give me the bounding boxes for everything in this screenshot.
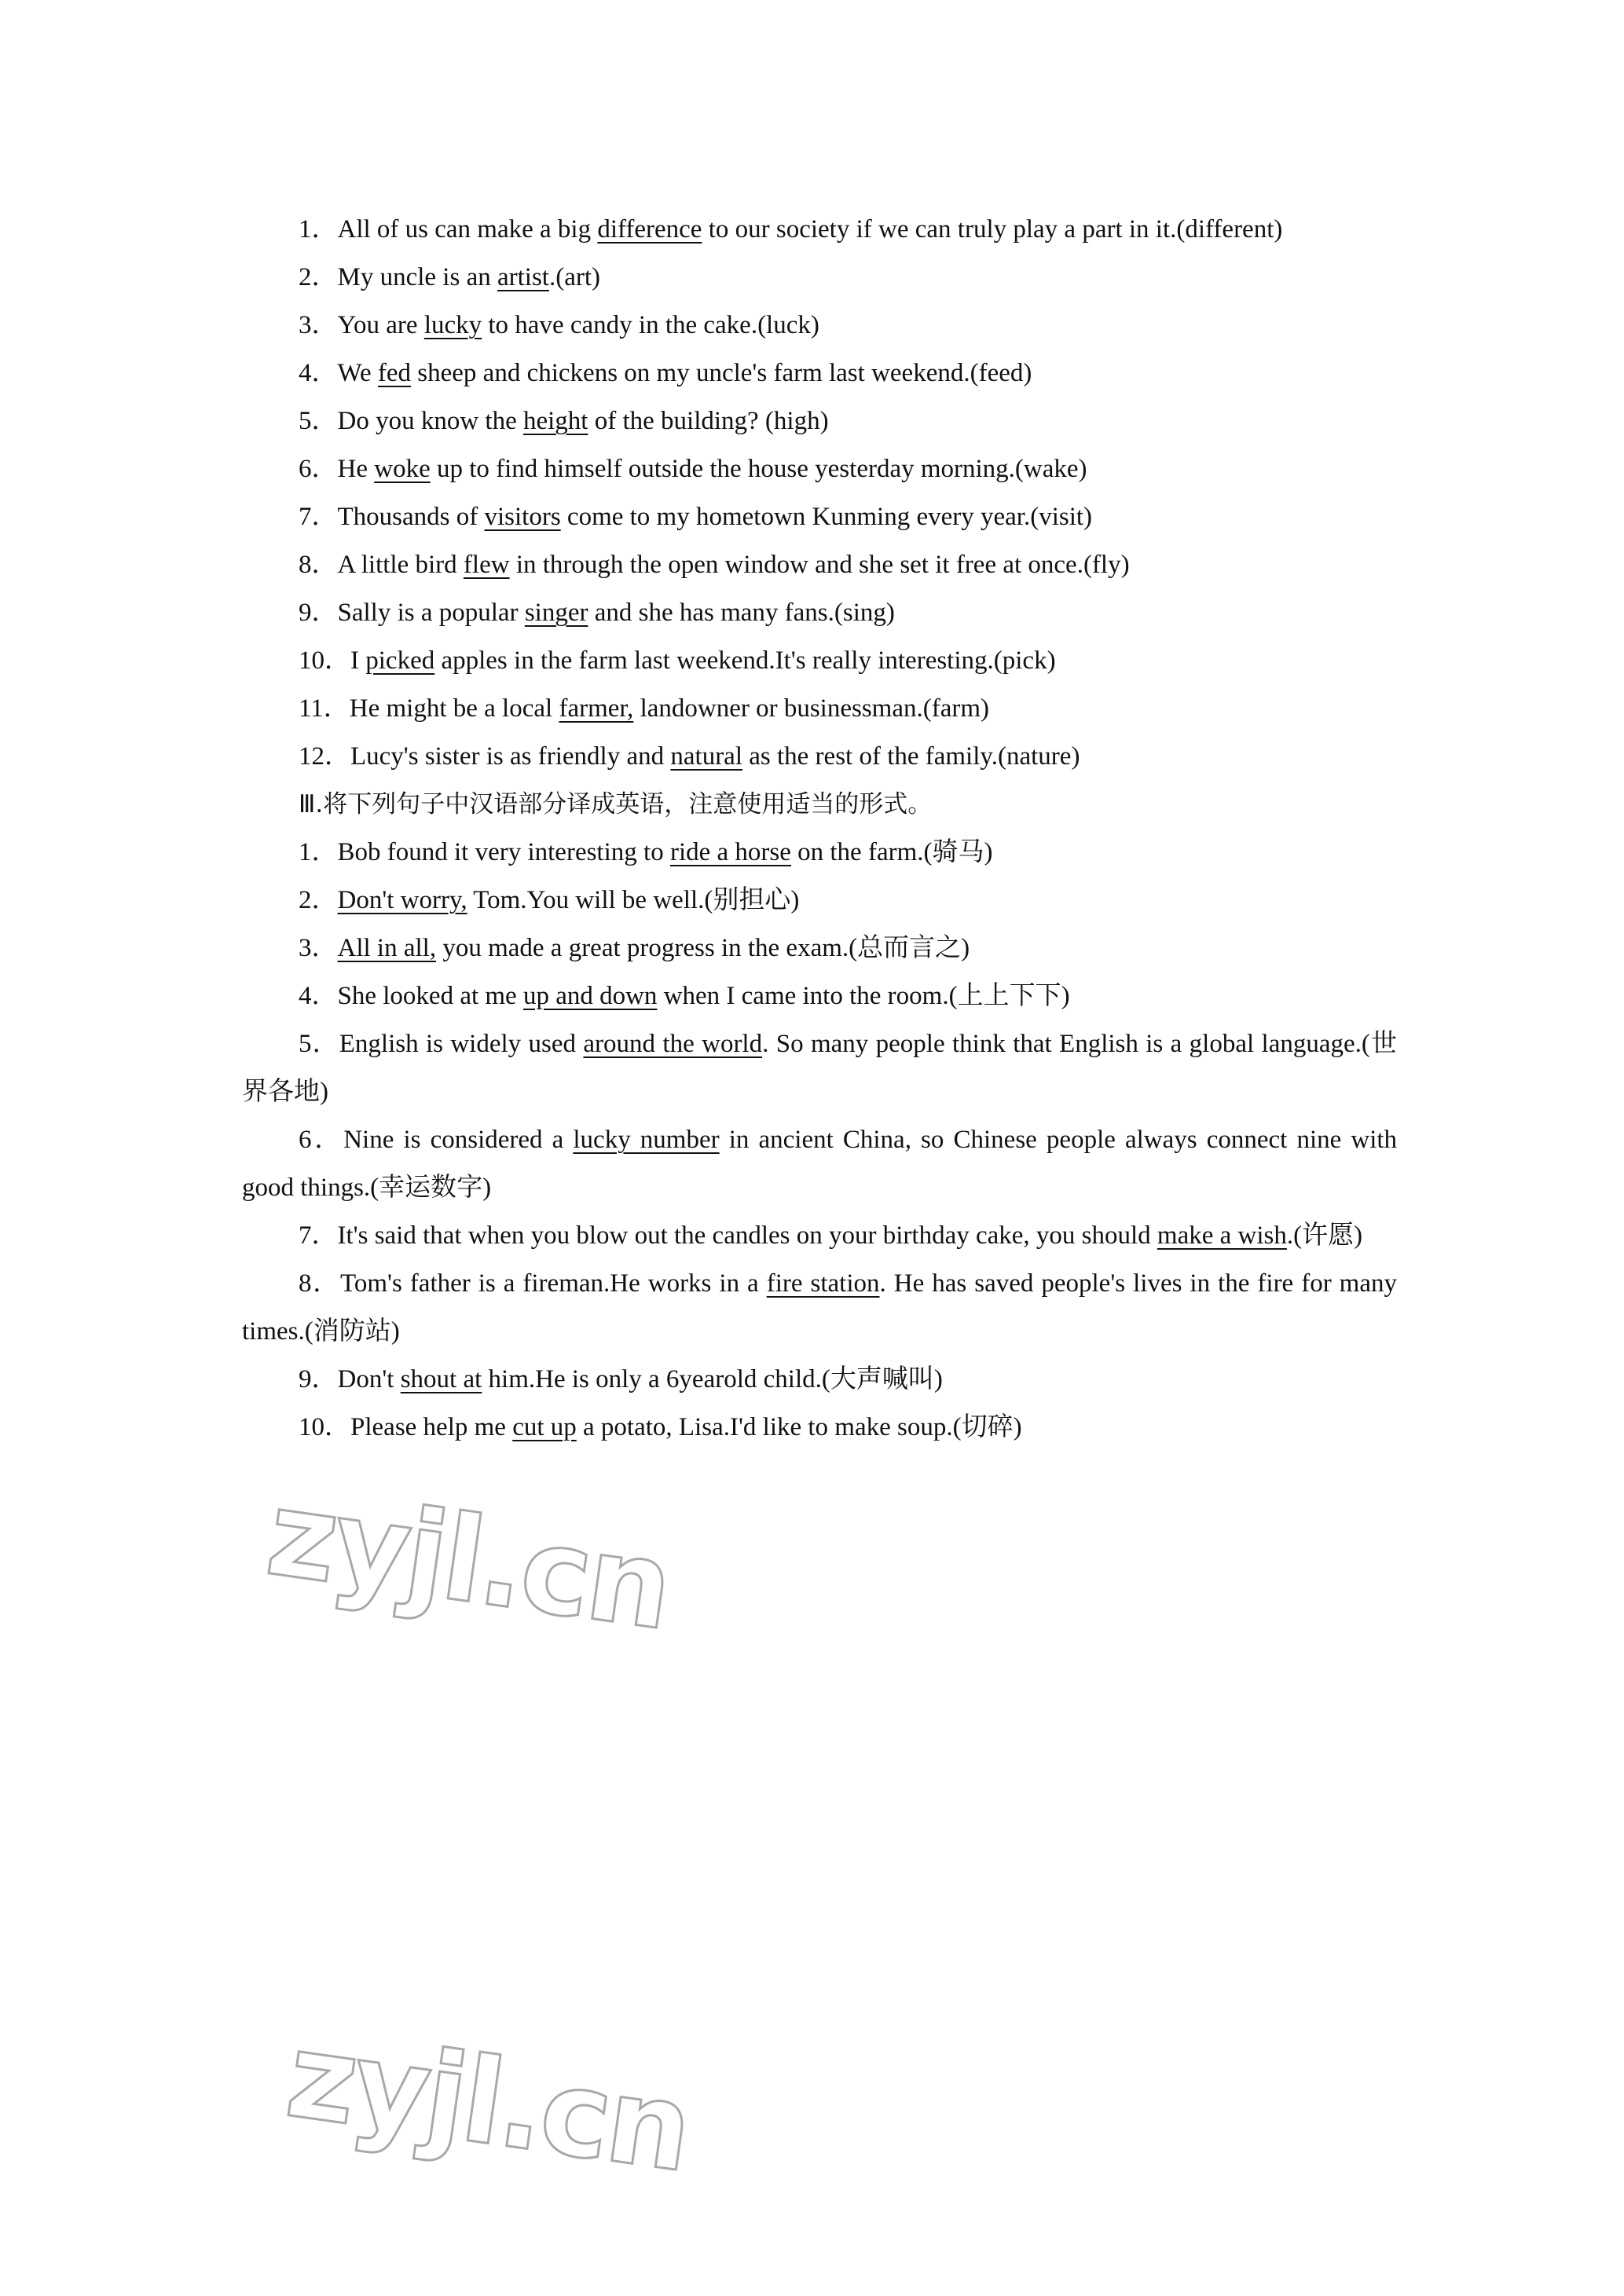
exercise-item	[242, 445, 1397, 493]
item-text: sheep and chickens on my uncle's farm last weekend.(feed)	[411, 359, 1032, 387]
item-text: .(许愿)	[1286, 1221, 1363, 1250]
item-answer: make a wish	[1157, 1221, 1287, 1250]
item-text: to our society if we can truly play a part in it.(different)	[702, 215, 1283, 244]
watermark-logo: zyjl.cn	[259, 1465, 678, 1657]
item-text: .(art)	[548, 263, 600, 291]
exercise-item	[242, 972, 1397, 1020]
item-number: 1．	[299, 215, 338, 244]
item-text: landowner or businessman.(farm)	[633, 694, 990, 723]
item-text: of the building? (high)	[588, 407, 829, 435]
item-text: All of us can make a big	[337, 215, 598, 244]
item-text: We	[337, 359, 378, 387]
item-answer: woke	[374, 455, 431, 483]
item-text: He	[337, 455, 375, 483]
exercise-item	[242, 302, 1397, 350]
item-number: 6．	[299, 1126, 344, 1154]
item-number: 6．	[299, 455, 338, 483]
item-answer: lucky number	[573, 1126, 720, 1154]
item-answer: artist	[497, 263, 549, 291]
item-number: 11．	[299, 694, 350, 723]
exercise-item	[242, 733, 1397, 781]
item-text: My uncle is an	[337, 263, 497, 291]
exercise-item	[242, 925, 1397, 972]
exercise-item	[242, 1260, 1397, 1356]
item-number: 5．	[299, 1030, 339, 1058]
item-text: Lucy's sister is as friendly and	[350, 742, 671, 771]
item-answer: singer	[524, 599, 588, 627]
item-text: on the farm.(骑马)	[790, 838, 993, 866]
item-text: Sally is a popular	[337, 599, 525, 627]
item-text: A little bird	[337, 551, 464, 579]
item-answer: farmer,	[559, 694, 634, 723]
item-text: him.He is only a 6yearold child.(大声喊叫)	[482, 1365, 943, 1393]
item-text: English is widely used	[339, 1030, 584, 1058]
item-text: Thousands of	[337, 503, 485, 531]
item-number: 7．	[299, 1221, 338, 1250]
exercise-item	[242, 397, 1397, 445]
item-text: Nine is considered a	[343, 1126, 574, 1154]
item-number: 4．	[299, 982, 338, 1010]
item-text: He might be a local	[349, 694, 559, 723]
item-text: . He has saved people's lives in the fire for many times.(消防站)	[242, 1269, 1397, 1346]
item-number: 4．	[299, 359, 338, 387]
item-text: Do you know the	[337, 407, 523, 435]
item-text: as the rest of the family.(nature)	[742, 742, 1080, 771]
exercise-item	[242, 541, 1397, 589]
exercise-item	[242, 637, 1397, 685]
exercise-item	[242, 589, 1397, 637]
section2-exercises	[242, 206, 1397, 781]
item-text: and she has many fans.(sing)	[588, 599, 895, 627]
item-number: 9．	[299, 599, 338, 627]
exercise-item	[242, 1404, 1397, 1452]
exercise-item	[242, 829, 1397, 877]
exercise-item	[242, 1020, 1397, 1116]
item-number: 8．	[299, 551, 338, 579]
item-text: to have candy in the cake.(luck)	[482, 311, 819, 339]
item-number: 9．	[299, 1365, 338, 1393]
item-number: 3．	[299, 934, 338, 962]
item-answer: flew	[463, 551, 510, 579]
item-text: a potato, Lisa.I'd like to make soup.(切碎)	[576, 1413, 1022, 1441]
exercise-item	[242, 1212, 1397, 1260]
item-number: 2．	[299, 263, 338, 291]
item-text: I	[350, 646, 366, 675]
item-text: You are	[337, 311, 424, 339]
section3-exercises	[242, 829, 1397, 1452]
item-text: you made a great progress in the exam.(总而言之)	[436, 934, 970, 962]
exercise-item	[242, 493, 1397, 541]
item-text: when I came into the room.(上上下下)	[657, 982, 1070, 1010]
exercise-item	[242, 206, 1397, 254]
item-text: . So many people think that English is a global language.(世界各地)	[242, 1030, 1398, 1106]
item-answer: fire station	[766, 1269, 880, 1298]
item-answer: picked	[365, 646, 435, 675]
item-answer: natural	[670, 742, 742, 771]
item-number: 1．	[299, 838, 338, 866]
item-answer: visitors	[484, 503, 561, 531]
item-answer: around the world	[583, 1030, 763, 1058]
item-text: Bob found it very interesting to	[337, 838, 670, 866]
exercise-item	[242, 350, 1397, 397]
item-number: 2．	[299, 886, 338, 914]
item-answer: height	[522, 407, 588, 435]
item-answer: up and down	[522, 982, 658, 1010]
item-answer: difference	[597, 215, 702, 244]
item-number: 5．	[299, 407, 338, 435]
exercise-item	[242, 685, 1397, 733]
item-number: 12．	[299, 742, 350, 771]
exercise-item	[242, 1116, 1397, 1212]
item-answer: All in all,	[337, 934, 437, 962]
item-text: She looked at me	[337, 982, 523, 1010]
item-text: apples in the farm last weekend.It's really interesting.(pick)	[434, 646, 1056, 675]
worksheet-page	[242, 206, 1397, 1452]
watermark-logo: zyjl.cn	[279, 2007, 698, 2199]
exercise-item	[242, 877, 1397, 925]
item-answer: ride a horse	[669, 838, 791, 866]
item-answer: Don't worry,	[337, 886, 467, 914]
item-number: 8．	[299, 1269, 340, 1298]
item-text: in ancient China, so Chinese people always connect nine with good things.(幸运数字)	[242, 1126, 1398, 1202]
item-text: Tom's father is a fireman.He works in a	[340, 1269, 767, 1298]
item-text: It's said that when you blow out the candles on your birthday cake, you should	[337, 1221, 1157, 1250]
item-number: 3．	[299, 311, 338, 339]
item-answer: lucky	[423, 311, 482, 339]
item-text: up to find himself outside the house yesterday morning.(wake)	[430, 455, 1087, 483]
exercise-item	[242, 1356, 1397, 1404]
item-text: Please help me	[350, 1413, 513, 1441]
item-answer: shout at	[400, 1365, 482, 1393]
item-answer: cut up	[512, 1413, 577, 1441]
item-number: 10．	[299, 646, 350, 675]
item-text: Tom.You will be well.(别担心)	[467, 886, 800, 914]
item-number: 7．	[299, 503, 338, 531]
item-text: come to my hometown Kunming every year.(visit)	[560, 503, 1093, 531]
exercise-item	[242, 254, 1397, 302]
section3-heading: Ⅲ.将下列句子中汉语部分译成英语，注意使用适当的形式。	[299, 790, 933, 818]
item-text: Don't	[337, 1365, 401, 1393]
item-number: 10．	[299, 1413, 350, 1441]
item-text: in through the open window and she set it free at once.(fly)	[509, 551, 1130, 579]
item-answer: fed	[377, 359, 412, 387]
